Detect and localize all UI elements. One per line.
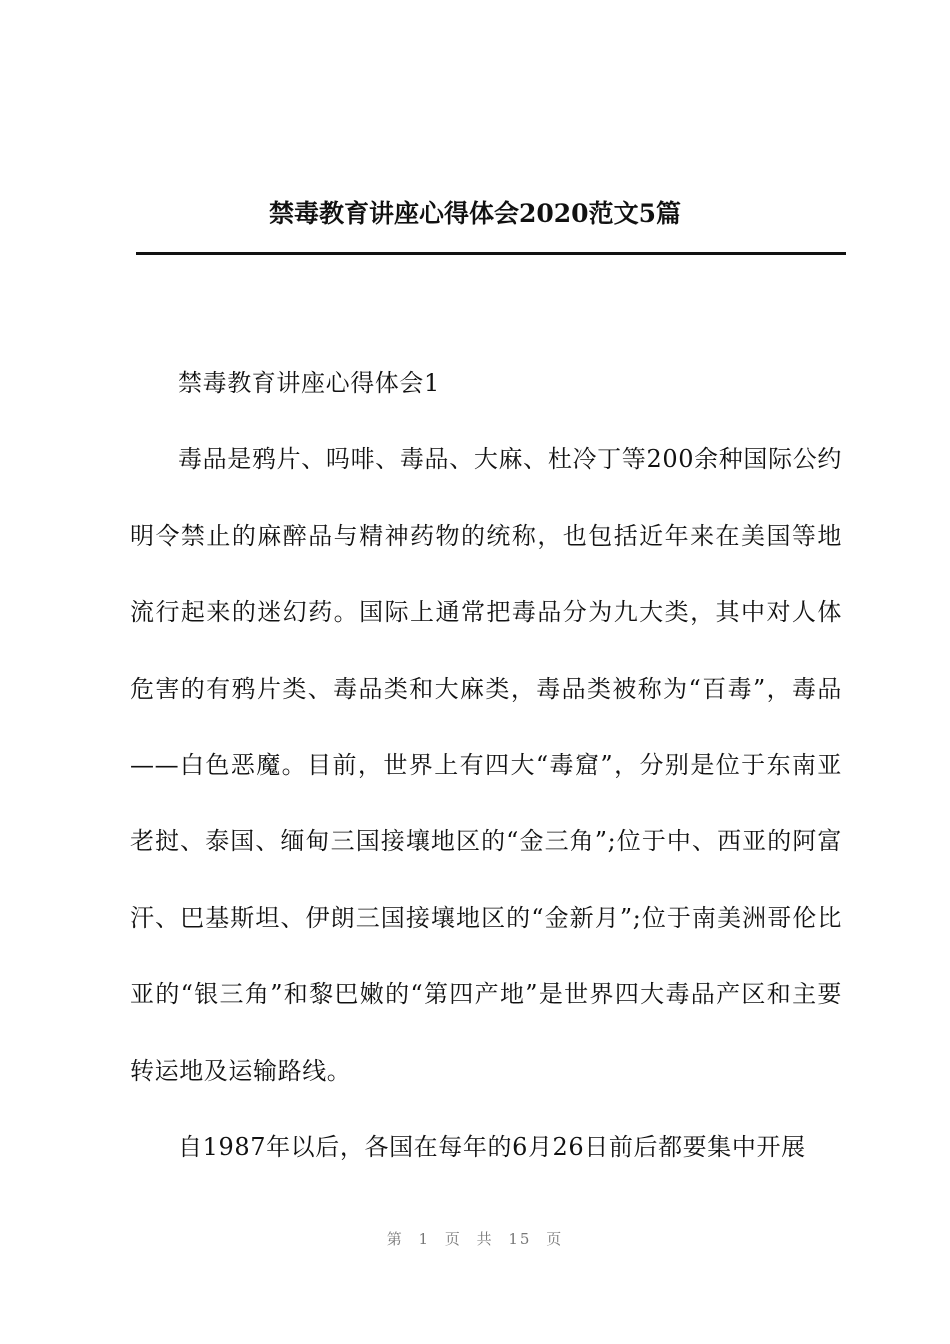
document-body [130, 345, 842, 1185]
title-divider [136, 252, 846, 255]
section-heading: 禁毒教育讲座心得体会1 [178, 369, 440, 397]
body-paragraph: 自1987年以后，各国在每年的6月26日前后都要集中开展 [178, 1133, 806, 1162]
page-title: 禁毒教育讲座心得体会2020范文5篇 [269, 199, 681, 228]
body-paragraph: 毒品是鸦片、吗啡、毒品、大麻、杜冷丁等200余种国际公约明令禁止的麻醉品与精神药物的统称，也包括近年来在美国等地流行起来的迷幻药。国际上通常把毒品分为九大类，其中对人体危害的有鸦片类、毒品类和大麻类，毒品类被称为“百毒”，毒品——白色恶魔。目前，世界上有四大“毒窟”，分别是位于东南亚老挝、泰国、缅甸三国接壤地区的“金三角”;位于中、西亚的阿富汗、巴基斯坦、伊朗三国接壤地区的“金新月”;位于南美洲哥伦比亚的“银三角”和黎巴嫩的“第四产地”是世界四大毒品产区和主要转运地及运输路线。 [130, 445, 842, 1085]
page-number-footer: 第 1 页 共 15 页 [386, 1230, 564, 1248]
